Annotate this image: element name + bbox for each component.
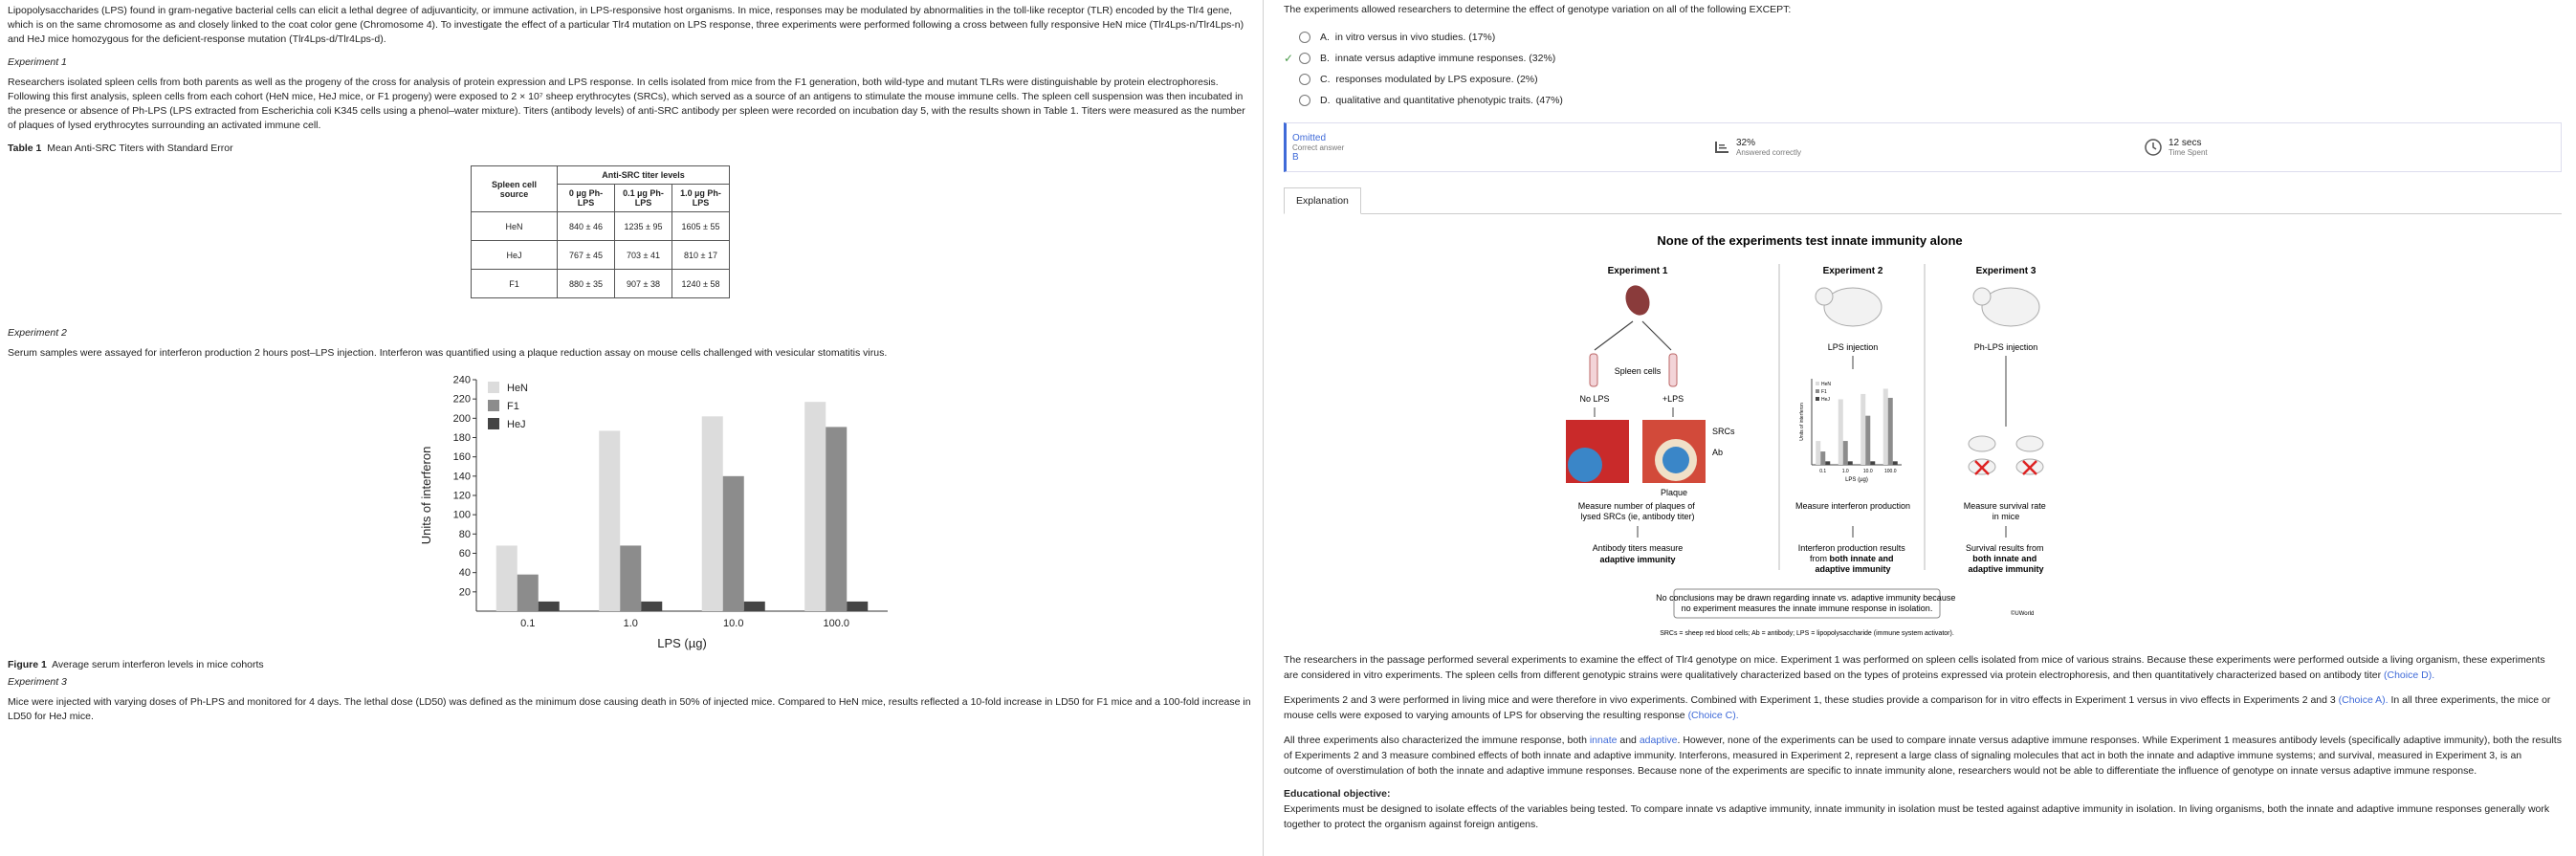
radio-button[interactable]: [1299, 32, 1310, 43]
mini-bar-hen: [1860, 394, 1865, 465]
interferon-chart-svg: [409, 372, 907, 659]
mini-bar-hej: [1848, 461, 1853, 465]
option-letter: B.: [1320, 53, 1330, 64]
mini-legend-label: HeN: [1821, 382, 1832, 387]
choice-d-link[interactable]: (Choice D).: [2384, 669, 2435, 681]
y-tick-label: 40: [458, 567, 471, 580]
answer-option-c[interactable]: [1284, 69, 2562, 90]
plus-lps-label: +LPS: [1662, 394, 1684, 404]
mini-bar-hen: [1816, 441, 1820, 465]
result2-line: from both innate and: [1809, 554, 1894, 563]
table-cell: 1605 ± 55: [672, 212, 730, 241]
percent-stat: [1713, 138, 2144, 157]
option-letter: C.: [1320, 74, 1331, 85]
mini-bar-f1: [1865, 416, 1870, 465]
mini-chart-ylabel: Units of interferon: [1799, 403, 1805, 441]
figure-caption-number: Figure 1: [8, 659, 47, 670]
explanation-text-span: . However, none of the experiments can be used to compare innate versus adaptive immune responses. While Experiment 1 measures antibody levels (specifically adaptive immunity), both the results of Experiments 2 and 3 measure combined effects of both innate and adaptive immunity. Interferons, measured in Experiment 2, represent a large class of signaling molecules that act in both the innate and adaptive immune systems; and survival, measured in Experiment 3, is an outcome of overstimulation of both the innate and adaptive immune responses. Because none of the experiments are specific to innate immunity alone, researchers would not be able to differentiate the influence of genotype on innate versus adaptive immune response.: [1284, 735, 2562, 777]
legend-swatch: [488, 400, 499, 411]
answer-option-d[interactable]: [1284, 90, 2562, 111]
x-tick-label: 1.0: [623, 618, 638, 629]
explanation-paragraph-1: [1284, 652, 2562, 683]
result3-line: adaptive immunity: [1968, 564, 2044, 574]
innate-link[interactable]: innate: [1589, 735, 1618, 746]
option-text: responses modulated by LPS exposure.: [1335, 74, 1514, 85]
mini-x-tick-label: 100.0: [1883, 469, 1897, 474]
radio-button[interactable]: [1299, 53, 1310, 64]
explanation-text-span: Experiments 2 and 3 were performed in living mice and were therefore in vivo experiments. Combined with Experiment 1, these studies provide a comparison for in vitro effects in Experiment 1 versus in vivo effects in Experiments 2 and 3: [1284, 694, 2339, 706]
result1b: adaptive immunity: [1599, 555, 1676, 564]
bar-hen: [496, 545, 517, 611]
y-tick-label: 120: [452, 490, 471, 502]
legend-label: HeJ: [507, 419, 526, 430]
mouse-icon: [1973, 288, 2039, 326]
correct-answer-value: B: [1292, 151, 1299, 163]
time-stat: [2144, 138, 2208, 157]
option-text: in vitro versus in vivo studies.: [1334, 32, 1466, 43]
bar-hen: [599, 430, 620, 611]
table-cell: F1: [472, 270, 558, 298]
mini-x-tick-label: 1.0: [1841, 469, 1849, 474]
time-label: Time Spent: [2169, 148, 2208, 157]
bar-f1: [620, 545, 641, 611]
measure1-line: lysed SRCs (ie, antibody titer): [1580, 512, 1695, 521]
result3-text: [1966, 543, 2046, 574]
immune-cell-icon: [1568, 448, 1602, 482]
correct-answer-label: Correct answer: [1292, 143, 1345, 152]
table-header-col: 1.0 µg Ph-LPS: [672, 185, 730, 212]
explanation-text-span: In all three experiments, the mice or mouse cells were exposed to varying amounts of LPS for observing the resulting response: [1284, 694, 2551, 721]
experiment-2-text: Serum samples were assayed for interferon production 2 hours post–LPS injection. Interferon was quantified using a plaque reduction assay on mouse cells challenged with vesicular stomatitis virus.: [8, 347, 888, 359]
option-text: innate versus adaptive immune responses.: [1334, 53, 1527, 64]
percent-value: 32%: [1736, 138, 1756, 148]
table-cell: 810 ± 17: [672, 241, 730, 270]
option-percent: (2%): [1516, 74, 1538, 85]
conclusion-line: no experiment measures the innate immune response in isolation.: [1681, 604, 1933, 613]
table-cell: 880 ± 35: [558, 270, 615, 298]
explanation-text-span: and: [1617, 735, 1640, 746]
conclusion-line: No conclusions may be drawn regarding innate vs. adaptive immunity because: [1656, 593, 1956, 603]
mini-bar-f1: [1888, 398, 1893, 465]
measure2-text: Measure interferon production: [1794, 501, 1911, 511]
option-percent: (32%): [1529, 53, 1556, 64]
radio-button[interactable]: [1299, 95, 1310, 106]
table-header-col: 0.1 µg Ph-LPS: [615, 185, 672, 212]
mini-chart-xlabel: LPS (µg): [1845, 477, 1868, 483]
y-tick-label: 160: [452, 451, 471, 464]
measure1-line: Measure number of plaques of: [1577, 501, 1695, 511]
legend-swatch: [488, 418, 499, 429]
lps-injection-label: LPS injection: [1827, 342, 1879, 352]
y-tick-label: 20: [458, 586, 471, 599]
y-tick-label: 240: [452, 374, 471, 386]
explanation-paragraph-3: [1284, 733, 2562, 779]
bar-f1: [723, 476, 744, 611]
srcs-label: SRCs: [1712, 427, 1735, 436]
choice-c-link[interactable]: (Choice C).: [1687, 710, 1739, 721]
experiment-2-title: Experiment 2: [8, 327, 67, 339]
tab-explanation[interactable]: Explanation: [1284, 187, 1361, 214]
panel-divider[interactable]: [1263, 0, 1264, 856]
bar-hen: [702, 416, 723, 611]
split-arrows: [1595, 321, 1671, 350]
measure1-text: [1578, 501, 1698, 521]
percent-label: Answered correctly: [1736, 148, 1802, 157]
answer-option-a[interactable]: [1284, 27, 2562, 48]
diagram-title: None of the experiments test innate immunity alone: [1657, 233, 1963, 248]
table-row: [472, 212, 730, 241]
survival-mice-icons: [1969, 436, 2043, 474]
result1a: Antibody titers measure: [1592, 543, 1684, 553]
ab-label: Ab: [1712, 448, 1724, 457]
passage-intro: Lipopolysaccharides (LPS) found in gram-negative bacterial cells can elicit a lethal degree of adjuvanticity, or immune activation, in LPS-responsive host organisms. In mice, responses may be modulated by abnormalities in the toll-like receptor (TLR) encoded by the Tlr4 gene, which is on the same chromosome as and closely linked to the coat color gene (Chromosome 4). To investigate the effect of a particular Tlr4 mutation on LPS response, three experiments were performed following a cross between fully responsive HeN mice (Tlr4Lps-n/Tlr4Lps-n) and HeJ mice homozygous for the deficient-response mutation (Tlr4Lps-d/Tlr4Lps-d).: [8, 5, 1244, 45]
test-tube-icon: [1669, 354, 1677, 386]
y-tick-label: 180: [452, 432, 471, 444]
legend-swatch: [488, 382, 499, 393]
plaque-label: Plaque: [1660, 488, 1688, 497]
mini-legend-label: F1: [1821, 389, 1827, 395]
bar-hej: [641, 602, 662, 611]
experiment-1-title: Experiment 1: [8, 56, 67, 68]
tab-bar: [1284, 187, 2562, 214]
question-stem: The experiments allowed researchers to determine the effect of genotype variation on all of the following EXCEPT:: [1284, 4, 1792, 15]
legend-label: F1: [507, 401, 519, 412]
table-caption-number: Table 1: [8, 143, 42, 154]
conclusion-text: [1656, 593, 1958, 613]
y-tick-label: 140: [452, 471, 471, 483]
status-badge: Omitted: [1292, 132, 1327, 143]
table-header-source: Spleen cell source: [472, 166, 558, 212]
passage-panel: [0, 0, 1261, 856]
mouse-icon: [1816, 288, 1882, 326]
mini-bar-hej: [1893, 461, 1898, 465]
option-text: qualitative and quantitative phenotypic traits.: [1335, 95, 1533, 106]
table-cell: 1235 ± 95: [615, 212, 672, 241]
y-axis-label: Units of interferon: [419, 446, 433, 545]
result2-line: adaptive immunity: [1815, 564, 1891, 574]
option-letter: D.: [1320, 95, 1331, 106]
table-cell: 703 ± 41: [615, 241, 672, 270]
bar-chart-icon: [1713, 139, 1730, 156]
result3-line: Survival results from: [1965, 543, 2044, 553]
bar-f1: [826, 427, 847, 611]
mini-bar-hej: [1825, 461, 1830, 465]
educational-objective-text: Experiments must be designed to isolate effects of the variables being tested. To compare innate vs adaptive immunity, innate immunity in isolation must be tested against adaptive immunity in isolation. In living organisms, both the innate and adaptive immune responses generally work together to protect the organism against foreign antigens.: [1284, 803, 2550, 830]
explanation-text-span: All three experiments also characterized the immune response, both: [1284, 735, 1590, 746]
bar-hen: [804, 402, 826, 611]
phlps-injection-label: Ph-LPS injection: [1973, 342, 2038, 352]
x-tick-label: 0.1: [520, 618, 536, 629]
table-caption-text: Mean Anti-SRC Titers with Standard Error: [47, 143, 233, 154]
result2-line: Interferon production results: [1797, 543, 1905, 553]
mini-bar-hej: [1870, 461, 1875, 465]
explanation-diagram: [1475, 226, 2145, 647]
diagram-svg: [1475, 226, 2145, 647]
result3-line: both innate and: [1972, 554, 2037, 563]
mini-bar-f1: [1820, 451, 1825, 465]
x-tick-label: 10.0: [723, 618, 744, 629]
diagram-footnote: SRCs = sheep red blood cells; Ab = antibody; LPS = lipopolysaccharide (immune system activator).: [1660, 630, 1954, 637]
mini-legend-swatch: [1816, 397, 1819, 401]
bar-hej: [847, 602, 868, 611]
option-percent: (47%): [1535, 95, 1563, 106]
y-tick-label: 100: [452, 509, 471, 521]
titer-table: [471, 165, 730, 298]
mini-legend-swatch: [1816, 389, 1819, 393]
mini-legend-label: HeJ: [1821, 397, 1830, 403]
figure-caption-text: Average serum interferon levels in mice cohorts: [52, 659, 264, 670]
down-arrows: [1595, 407, 1673, 417]
time-value: 12 secs: [2169, 138, 2202, 148]
y-tick-label: 200: [452, 412, 471, 425]
measure3-line: in mice: [1992, 512, 2020, 521]
table-cell: 840 ± 46: [558, 212, 615, 241]
measure3-text: [1964, 501, 2049, 521]
table-header-group: Anti-SRC titer levels: [558, 166, 730, 185]
mini-bar-hen: [1883, 388, 1888, 465]
explanation-paragraph-2: [1284, 692, 2562, 723]
mini-x-tick-label: 0.1: [1819, 469, 1827, 474]
figure-caption: [8, 659, 1253, 670]
option-letter: A.: [1320, 32, 1330, 43]
table-caption: [8, 143, 1253, 154]
bar-f1: [517, 575, 539, 611]
bar-hej: [539, 602, 560, 611]
no-lps-label: No LPS: [1579, 394, 1610, 404]
test-tube-icon: [1590, 354, 1597, 386]
table-cell: 767 ± 45: [558, 241, 615, 270]
status-stat: [1292, 133, 1713, 163]
y-tick-label: 80: [458, 528, 471, 540]
y-tick-label: 60: [458, 548, 471, 560]
answer-options: [1284, 27, 2562, 111]
experiment-3-text: Mice were injected with varying doses of Ph-LPS and monitored for 4 days. The lethal dose (LD50) was defined as the minimum dose causing death in 50% of injected mice. Compared to HeN mice, results reflected a 10-fold increase in LD50 for F1 mice and a 100-fold increase in LD50 for HeJ mice.: [8, 696, 1251, 722]
checkmark-icon: ✓: [1284, 52, 1294, 65]
y-tick-label: 220: [452, 393, 471, 406]
spleen-icon: [1621, 282, 1653, 318]
experiment-3-title: Experiment 3: [8, 676, 67, 688]
clock-icon: [2144, 138, 2163, 157]
exp2-header: Experiment 2: [1822, 266, 1883, 276]
mini-interferon-chart: [1799, 379, 1902, 483]
table-header-col: 0 µg Ph-LPS: [558, 185, 615, 212]
interferon-chart: [409, 372, 907, 659]
mini-x-tick-label: 10.0: [1862, 469, 1873, 474]
adaptive-link[interactable]: adaptive: [1639, 735, 1678, 746]
explanation-text-span: The researchers in the passage performed several experiments to examine the effect of Tlr4 genotype on mice. Experiment 1 was performed on spleen cells isolated from mice of various strains. Because these experiments were performed outside a living organism, these experiments are considered in vitro experiments. The spleen cells from different genotypic strains were qualitatively characterized based on the types of proteins expressed via protein electrophoresis, and then quantitatively characterized based on antibody titer: [1284, 654, 2545, 681]
table-row: [472, 270, 730, 298]
table-cell: 1240 ± 58: [672, 270, 730, 298]
table-cell: HeN: [472, 212, 558, 241]
experiment-1-text: Researchers isolated spleen cells from both parents as well as the progeny of the cross for analysis of protein expression and LPS response. In cells isolated from mice from the F1 generation, both wild-type and mutant TLRs were distinguishable by protein electrophoresis. Following this first analysis, spleen cells from each cohort (HeN mice, HeJ mice, or F1 progeny) were exposed to 2 × 10⁷ sheep erythrocytes (SRCs), which served as a source of an antigens to stimulate the mouse immune cells. The spleen cell suspension was then incubated in the presence or absence of Ph-LPS (LPS extracted from Escherichia coli K345 cells using a phenol–water mixture). Titers (antibody levels) of anti-SRC antibody per spleen were recorded on incubation day 5, with the results shown in Table 1. Titers were measured as the number of plaques of lysed erythrocytes surrounding an activated immune cell.: [8, 77, 1245, 131]
mini-bar-hen: [1838, 399, 1843, 465]
legend-label: HeN: [507, 383, 529, 394]
table-row: [472, 241, 730, 270]
bar-hej: [744, 602, 765, 611]
x-axis-label: LPS (µg): [657, 636, 707, 650]
answer-option-b[interactable]: [1284, 48, 2562, 69]
educational-objective-title: Educational objective:: [1284, 788, 1391, 800]
mini-bar-f1: [1843, 441, 1848, 465]
result-stats-bar: [1284, 122, 2562, 172]
x-tick-label: 100.0: [823, 618, 850, 629]
explanation-text: [1284, 652, 2562, 832]
choice-a-link[interactable]: (Choice A).: [2338, 694, 2389, 706]
exp3-header: Experiment 3: [1975, 266, 2037, 276]
table-cell: HeJ: [472, 241, 558, 270]
copyright-text: ©UWorld: [2011, 611, 2035, 617]
mini-legend-swatch: [1816, 382, 1819, 385]
result2-text: [1798, 543, 1908, 574]
question-panel: [1272, 0, 2573, 856]
measure3-line: Measure survival rate: [1963, 501, 2046, 511]
spleen-cells-label: Spleen cells: [1614, 366, 1662, 376]
immune-cell-icon: [1662, 447, 1689, 473]
radio-button[interactable]: [1299, 74, 1310, 85]
table-cell: 907 ± 38: [615, 270, 672, 298]
option-percent: (17%): [1468, 32, 1496, 43]
exp1-header: Experiment 1: [1607, 266, 1668, 276]
